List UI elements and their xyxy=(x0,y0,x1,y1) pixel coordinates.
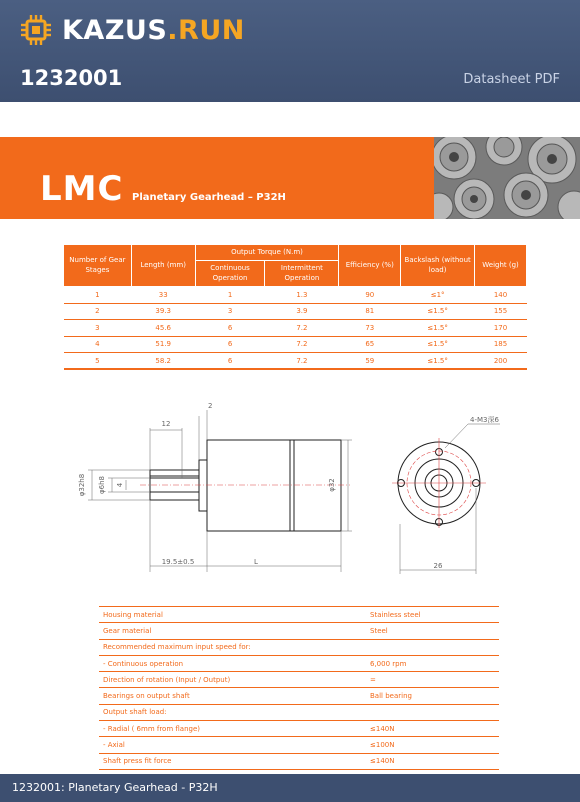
cell-backlash: ≤1.5° xyxy=(401,353,475,370)
list-item xyxy=(99,623,499,639)
dim-flange-label: φ32h8 xyxy=(78,473,86,497)
dim-offset-label: 2 xyxy=(208,402,213,410)
header-weight: Weight (g) xyxy=(475,245,527,287)
table-row xyxy=(64,287,527,304)
site-header xyxy=(0,0,580,102)
cell-backlash: ≤1.5° xyxy=(401,303,475,320)
cell-intermittent: 7.2 xyxy=(265,353,339,370)
prop-value xyxy=(366,639,499,655)
list-item xyxy=(99,721,499,737)
list-item xyxy=(99,753,499,769)
prop-label: Gear material xyxy=(99,623,366,639)
cell-continuous: 1 xyxy=(195,287,265,304)
header-backlash: Backslash (without load) xyxy=(401,245,475,287)
prop-label: - Continuous operation xyxy=(99,655,366,671)
header-length: Length (mm) xyxy=(131,245,195,287)
cell-continuous: 6 xyxy=(195,336,265,353)
prop-label: Housing material xyxy=(99,607,366,623)
header-continuous: Continuous Operation xyxy=(195,261,265,287)
dim-shaft-label: φ6h8 xyxy=(98,476,106,494)
header-torque: Output Torque (N.m) xyxy=(195,245,339,261)
cell-efficiency: 59 xyxy=(339,353,401,370)
prop-label: - Axial xyxy=(99,737,366,753)
cell-efficiency: 65 xyxy=(339,336,401,353)
cell-intermittent: 7.2 xyxy=(265,320,339,337)
prop-value: ≤100N xyxy=(366,737,499,753)
cell-length: 33 xyxy=(131,287,195,304)
dim-width-label: 26 xyxy=(433,562,443,570)
dim-body-label: φ32 xyxy=(328,478,336,492)
logo-text xyxy=(62,15,245,46)
cell-weight: 155 xyxy=(475,303,527,320)
technical-drawing xyxy=(70,398,520,580)
cell-efficiency: 90 xyxy=(339,287,401,304)
cell-continuous: 6 xyxy=(195,353,265,370)
list-item xyxy=(99,639,499,655)
prop-value: ≤140N xyxy=(366,721,499,737)
prop-value xyxy=(366,704,499,720)
chip-icon xyxy=(20,14,52,46)
cell-length: 51.9 xyxy=(131,336,195,353)
cell-intermittent: 1.3 xyxy=(265,287,339,304)
dim-length-label: L xyxy=(254,558,258,566)
header-efficiency: Efficiency (%) xyxy=(339,245,401,287)
list-item xyxy=(99,672,499,688)
cell-weight: 140 xyxy=(475,287,527,304)
cell-length: 39.3 xyxy=(131,303,195,320)
cell-weight: 200 xyxy=(475,353,527,370)
cell-stages: 4 xyxy=(64,336,132,353)
logo-accent: .RUN xyxy=(167,14,245,46)
prop-label: Direction of rotation (Input / Output) xyxy=(99,672,366,688)
list-item xyxy=(99,688,499,704)
spec-table xyxy=(63,244,527,370)
cell-length: 58.2 xyxy=(131,353,195,370)
properties-table xyxy=(99,606,499,770)
prop-label: Shaft press fit force xyxy=(99,753,366,769)
prop-value: = xyxy=(366,672,499,688)
table-row xyxy=(64,320,527,337)
dim-mount-label: 4-M3深6 xyxy=(470,416,499,424)
list-item xyxy=(99,704,499,720)
prop-value: Steel xyxy=(366,623,499,639)
prop-value: ≤140N xyxy=(366,753,499,769)
table-row xyxy=(64,336,527,353)
cell-efficiency: 73 xyxy=(339,320,401,337)
cell-stages: 2 xyxy=(64,303,132,320)
list-item xyxy=(99,737,499,753)
prop-value: Stainless steel xyxy=(366,607,499,623)
table-row xyxy=(64,303,527,320)
list-item xyxy=(99,607,499,623)
cell-efficiency: 81 xyxy=(339,303,401,320)
table-row xyxy=(64,353,527,370)
cell-intermittent: 3.9 xyxy=(265,303,339,320)
cell-weight: 185 xyxy=(475,336,527,353)
prop-value: Ball bearing xyxy=(366,688,499,704)
gearhead-body xyxy=(207,440,341,531)
cell-stages: 5 xyxy=(64,353,132,370)
prop-label: Recommended maximum input speed for: xyxy=(99,639,366,655)
dim-bottom-left-label: 19.5±0.5 xyxy=(161,558,195,566)
cell-backlash: ≤1.5° xyxy=(401,320,475,337)
prop-label: Output shaft load: xyxy=(99,704,366,720)
cell-length: 45.6 xyxy=(131,320,195,337)
prop-label: - Radial ( 6mm from flange) xyxy=(99,721,366,737)
cell-intermittent: 7.2 xyxy=(265,336,339,353)
header-intermittent: Intermittent Operation xyxy=(265,261,339,287)
header-stages: Number of Gear Stages xyxy=(64,245,132,287)
cell-backlash: ≤1.5° xyxy=(401,336,475,353)
gears-photo xyxy=(434,137,580,219)
brand-name: LMC xyxy=(40,169,124,209)
prop-value: 6,000 rpm xyxy=(366,655,499,671)
list-item xyxy=(99,655,499,671)
cell-stages: 3 xyxy=(64,320,132,337)
product-title: Planetary Gearhead – P32H xyxy=(132,192,286,203)
footer-title: 1232001: Planetary Gearhead - P32H xyxy=(12,781,218,794)
cell-continuous: 6 xyxy=(195,320,265,337)
site-logo[interactable] xyxy=(20,14,245,46)
dim-shaft-small-label: 4 xyxy=(116,482,124,488)
prop-label: Bearings on output shaft xyxy=(99,688,366,704)
dim-top-label: 12 xyxy=(161,420,171,428)
cell-backlash: ≤1° xyxy=(401,287,475,304)
site-footer xyxy=(0,774,580,802)
part-number: 1232001 xyxy=(20,66,123,90)
datasheet-pdf-link[interactable]: Datasheet PDF xyxy=(463,72,560,87)
cell-weight: 170 xyxy=(475,320,527,337)
cell-stages: 1 xyxy=(64,287,132,304)
logo-main: KAZUS xyxy=(62,14,168,46)
cell-continuous: 3 xyxy=(195,303,265,320)
